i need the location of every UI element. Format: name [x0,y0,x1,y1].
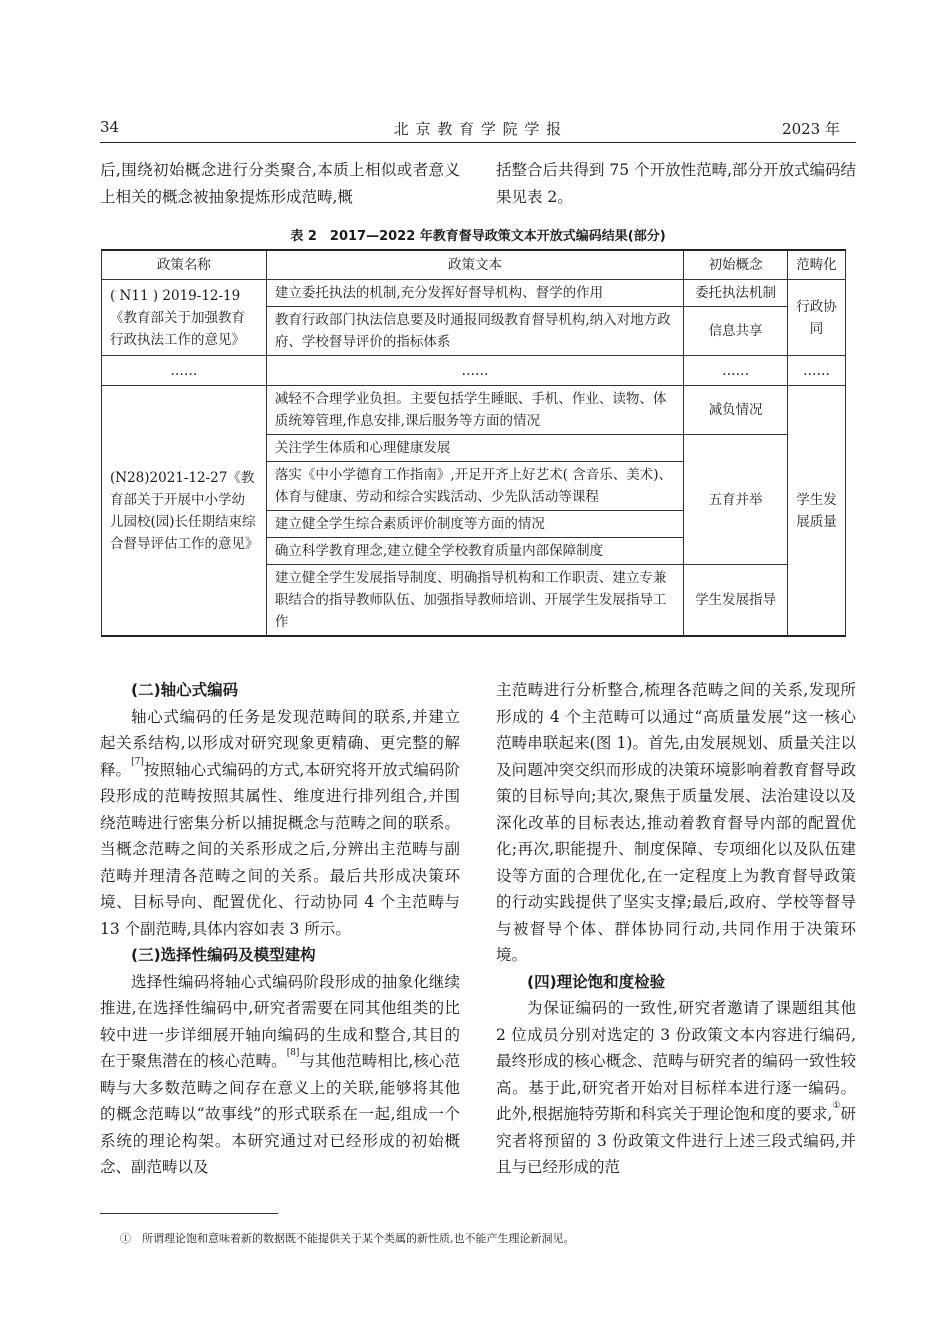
ellipsis-cell: …… [788,356,846,386]
th-category: 范畴化 [788,250,846,280]
citation-ref: [7] [131,756,144,767]
ellipsis-cell: …… [266,356,683,386]
top-left-text: 后,围绕初始概念进行分类聚合,本质上相似或者意义上相关的概念被抽象提炼形成范畴,概 [100,161,460,206]
header-rule [100,142,856,143]
category-cell: 学生发展质量 [788,386,846,637]
section-heading-axial: (二)轴心式编码 [131,681,239,699]
journal-title: 北 京 教 育 学 院 学 报 [393,120,563,138]
concept-cell: 信息共享 [684,307,788,356]
concept-cell: 学生发展指导 [684,565,788,637]
policy-cell: ( N11 ) 2019-12-19《教育部关于加强教育行政执法工作的意见》 [102,280,267,356]
footnote: ① 所谓理论饱和意味着新的数据既不能提供关于某个类属的新性质,也不能产生理论新洞见。 [120,1232,575,1245]
policy-text-cell: 建立健全学生发展指导制度、明确指导机构和工作职责、建立专兼职结合的指导教师队伍、加强指导教师培训、开展学生发展指导工作 [266,565,683,637]
policy-text-cell: 教育行政部门执法信息要及时通报同级教育督导机构,纳入对地方政府、学校督导评价的指标体系 [266,307,683,356]
table-row [102,280,846,307]
policy-cell: (N28)2021-12-27《教育部关于开展中小学幼儿园校(园)长任期结束综合督导评估工作的意见》 [102,386,267,637]
th-policy-text: 政策文本 [266,250,683,280]
body-paragraph: 选择性编码将轴心式编码阶段形成的抽象化继续推进,在选择性编码中,研究者需要在同其他组类的比较中进一步详细展开轴向编码的生成和整合,其目的在于聚焦潜在的核心范畴。[8]与其他范畴相比,核心范畴与大多数范畴之间存在意义上的关联,能够将其他的概念范畴以“故事线”的形式联系在一起,组成一个系统的理论构架。本研究通过对已经形成的初始概念、副范畴以及 [100,972,460,1176]
citation-ref: [8] [286,1048,300,1058]
body-paragraph: 主范畴进行分析整合,梳理各范畴之间的关系,发现所形成的 4 个主范畴可以通过“高质量发展”这一核心范畴串联起来(图 1)。首先,由发展规划、质量关注以及问题冲突交织而形成的决策环境影响着教育督导政策的目标导向;其次,聚焦于质量发展、法治建设以及深化改革的目标表达,推动着教育督导内部的配置优化;再次,职能提升、制度保障、专项细化以及队伍建设等方面的合理优化,在一定程度上为教育督导政策的行动实践提供了坚实支撑;最后,政府、学校等督导与被督导个体、群体协同行动,共同作用于决策环境。 [496,681,856,964]
policy-text-cell: 建立委托执法的机制,充分发挥好督导机构、督学的作用 [266,280,683,307]
top-right-text: 括整合后共得到 75 个开放性范畴,部分开放式编码结果见表 2。 [496,161,857,206]
footnote-marker: ① [832,1101,841,1111]
coding-table [101,249,846,637]
section-heading-saturation: (四)理论饱和度检验 [527,972,666,991]
policy-text-cell: 确立科学教育理念,建立健全学校教育质量内部保障制度 [266,538,683,565]
concept-cell: 委托执法机制 [684,280,788,307]
body-paragraph: 轴心式编码的任务是发现范畴间的联系,并建立起关系结构,以形成对研究现象更精确、更完整的解释。[7]按照轴心式编码的方式,本研究将开放式编码阶段形成的范畴按照其属性、维度进行排列组合,并围绕范畴进行密集分析以捕捉概念与范畴之间的联系。当概念范畴之间的关系形成之后,分辨出主范畴与副范畴并理清各范畴之间的关系。最后共形成决策环境、目标导向、配置优化、行动协同 4 个主范畴与 13 个副范畴,具体内容如表 3 所示。 [100,707,460,938]
table-row [102,386,846,435]
concept-cell: 五育并举 [684,435,788,565]
policy-text-cell: 减轻不合理学业负担。主要包括学生睡眠、手机、作业、读物、体质统筹管理,作息安排,课后服务等方面的情况 [266,386,683,435]
ellipsis-cell: …… [684,356,788,386]
policy-text-cell: 落实《中小学德育工作指南》,开足开齐上好艺术( 含音乐、美术)、体育与健康、劳动和综合实践活动、少先队活动等课程 [266,462,683,511]
policy-text-cell: 关注学生体质和心理健康发展 [266,435,683,462]
header-year: 2023 年 [782,120,840,138]
table-row [102,356,846,386]
table-header-row [102,250,846,280]
th-initial-concept: 初始概念 [684,250,788,280]
footnote-rule [100,1213,278,1214]
policy-text-cell: 建立健全学生综合素质评价制度等方面的情况 [266,511,683,538]
concept-cell: 减负情况 [684,386,788,435]
table-caption: 表 2 2017—2022 年教育督导政策文本开放式编码结果(部分) [290,229,666,244]
body-paragraph: 为保证编码的一致性,研究者邀请了课题组其他 2 位成员分别对选定的 3 份政策文本内容进行编码,最终形成的核心概念、范畴与研究者的编码一致性较高。基于此,研究者开始对目标样本进行逐一编码。此外,根据施特劳斯和科宾关于理论饱和度的要求,①研究者将预留的 3 份政策文件进行上述三段式编码,并且与已经形成的范 [496,999,856,1176]
left-column [100,677,460,1181]
th-policy-name: 政策名称 [102,250,267,280]
ellipsis-cell: …… [102,356,267,386]
right-column [496,677,856,1181]
page-number: 34 [100,118,120,136]
category-cell: 行政协同 [788,280,846,356]
section-heading-selective: (三)选择性编码及模型建构 [131,946,316,964]
